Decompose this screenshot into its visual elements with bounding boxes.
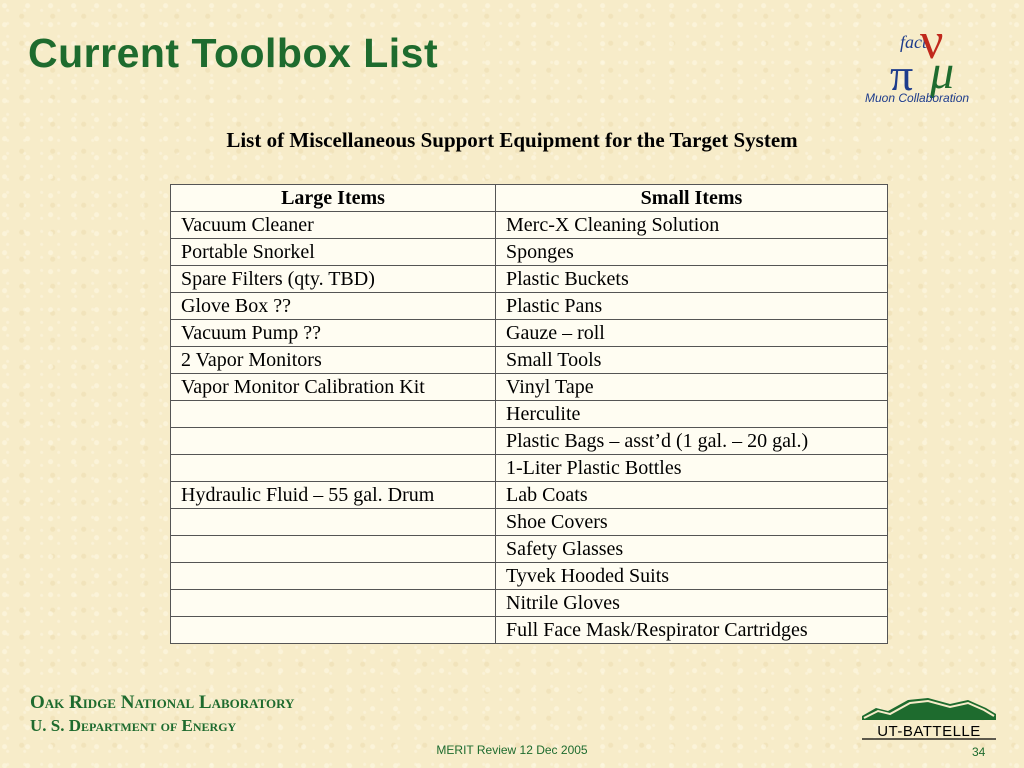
large-item-cell: [171, 563, 496, 590]
large-item-cell: [171, 455, 496, 482]
large-item-cell: [171, 401, 496, 428]
org-name-doe: U. S. Department of Energy: [30, 716, 237, 735]
large-item-cell: [171, 509, 496, 536]
table-row: [171, 428, 888, 455]
table-row: [171, 293, 888, 320]
table-header-row: [171, 185, 888, 212]
table-row: [171, 347, 888, 374]
small-item-cell: Plastic Buckets: [496, 266, 888, 293]
small-item-cell: Shoe Covers: [496, 509, 888, 536]
table-row: [171, 401, 888, 428]
large-item-cell: [171, 428, 496, 455]
large-item-cell: Vacuum Cleaner: [171, 212, 496, 239]
large-item-cell: Hydraulic Fluid – 55 gal. Drum: [171, 482, 496, 509]
table-row: [171, 536, 888, 563]
muon-collaboration-logo: [860, 18, 1010, 108]
large-item-cell: Glove Box ??: [171, 293, 496, 320]
nu-symbol-icon: ν: [920, 18, 944, 70]
header-small-items: Small Items: [496, 185, 888, 212]
table-row: [171, 590, 888, 617]
small-item-cell: Plastic Bags – asst’d (1 gal. – 20 gal.): [496, 428, 888, 455]
small-item-cell: Lab Coats: [496, 482, 888, 509]
large-item-cell: Portable Snorkel: [171, 239, 496, 266]
logo-fact-text: fact: [900, 32, 927, 52]
small-item-cell: Safety Glasses: [496, 536, 888, 563]
small-item-cell: Nitrile Gloves: [496, 590, 888, 617]
table-row: [171, 509, 888, 536]
small-item-cell: Plastic Pans: [496, 293, 888, 320]
org-name-ornl: Oak Ridge National Laboratory: [30, 692, 295, 713]
table-row: [171, 212, 888, 239]
small-item-cell: Vinyl Tape: [496, 374, 888, 401]
small-item-cell: Gauze – roll: [496, 320, 888, 347]
table-row: [171, 239, 888, 266]
table-row: [171, 374, 888, 401]
large-item-cell: [171, 617, 496, 644]
small-item-cell: Full Face Mask/Respirator Cartridges: [496, 617, 888, 644]
table-row: [171, 482, 888, 509]
small-item-cell: Small Tools: [496, 347, 888, 374]
small-item-cell: 1-Liter Plastic Bottles: [496, 455, 888, 482]
equipment-table: [170, 184, 888, 644]
table-row: [171, 617, 888, 644]
logo-collab-text: Muon Collaboration: [865, 91, 970, 105]
small-item-cell: Sponges: [496, 239, 888, 266]
slide-title: Current Toolbox List: [28, 30, 439, 76]
table-caption: List of Miscellaneous Support Equipment for the Target System: [226, 128, 798, 152]
large-item-cell: Vacuum Pump ??: [171, 320, 496, 347]
footer-event-text: MERIT Review 12 Dec 2005: [436, 743, 588, 757]
small-item-cell: Tyvek Hooded Suits: [496, 563, 888, 590]
ut-battelle-text: UT-BATTELLE: [877, 723, 981, 740]
large-item-cell: Vapor Monitor Calibration Kit: [171, 374, 496, 401]
table-row: [171, 455, 888, 482]
large-item-cell: 2 Vapor Monitors: [171, 347, 496, 374]
table-row: [171, 563, 888, 590]
table-row: [171, 320, 888, 347]
table-row: [171, 266, 888, 293]
small-item-cell: Herculite: [496, 401, 888, 428]
large-item-cell: [171, 536, 496, 563]
page-number: 34: [972, 745, 986, 759]
small-item-cell: Merc-X Cleaning Solution: [496, 212, 888, 239]
pi-symbol-icon: π: [890, 49, 914, 100]
large-item-cell: [171, 590, 496, 617]
ut-battelle-logo: [858, 694, 1000, 740]
mu-symbol-icon: μ: [930, 46, 955, 99]
header-large-items: Large Items: [171, 185, 496, 212]
large-item-cell: Spare Filters (qty. TBD): [171, 266, 496, 293]
